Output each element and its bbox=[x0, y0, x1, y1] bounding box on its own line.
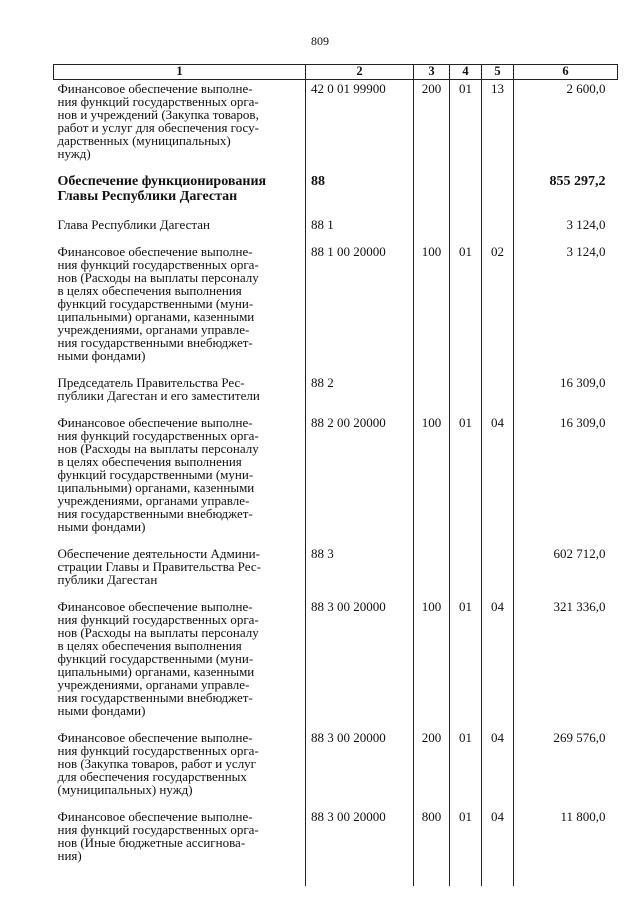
table-row bbox=[54, 729, 618, 808]
column-header-5: 5 bbox=[482, 65, 514, 80]
row-col3: 100 bbox=[414, 414, 450, 545]
row-col3: 100 bbox=[414, 598, 450, 729]
row-description: Финансовое обеспечение выполне- ния функций государственных орга- нов и учреждений (Закупка товаров, работ и услуг для обеспечения госу- дарственных (муниципальных) нужд) bbox=[57, 81, 259, 161]
row-col4: 01 bbox=[450, 243, 482, 374]
row-amount: 269 576,0 bbox=[514, 729, 618, 808]
row-description: Глава Республики Дагестан bbox=[57, 217, 210, 232]
row-col5 bbox=[482, 172, 514, 216]
row-amount: 2 600,0 bbox=[514, 80, 618, 173]
column-header-2: 2 bbox=[306, 65, 414, 80]
row-col5: 04 bbox=[482, 414, 514, 545]
row-col4 bbox=[450, 172, 482, 216]
row-code: 42 0 01 99900 bbox=[306, 80, 414, 173]
row-col5 bbox=[482, 545, 514, 598]
row-amount: 16 309,0 bbox=[514, 414, 618, 545]
row-col5: 04 bbox=[482, 729, 514, 808]
row-description: Председатель Правительства Рес- публики Дагестан и его заместители bbox=[57, 375, 260, 403]
row-col3: 800 bbox=[414, 808, 450, 886]
column-header-6: 6 bbox=[514, 65, 618, 80]
row-amount: 3 124,0 bbox=[514, 243, 618, 374]
row-code: 88 2 00 20000 bbox=[306, 414, 414, 545]
column-header-4: 4 bbox=[450, 65, 482, 80]
row-description: Финансовое обеспечение выполне- ния функций государственных орга- нов (Расходы на выплаты персоналу в целях обеспечения выполнения функций государственными (муни- ципальными) органами, казенными учреждениями, органами управле- ния государственными внебюджет- ными фондами) bbox=[57, 244, 259, 363]
budget-table bbox=[53, 64, 618, 886]
table-row bbox=[54, 243, 618, 374]
table-row bbox=[54, 172, 618, 216]
row-col4: 01 bbox=[450, 729, 482, 808]
row-description: Обеспечение функционирования Главы Республики Дагестан bbox=[57, 174, 267, 204]
page-number: 809 bbox=[311, 34, 329, 48]
table-row bbox=[54, 216, 618, 243]
row-col4: 01 bbox=[450, 808, 482, 886]
row-code: 88 3 00 20000 bbox=[306, 598, 414, 729]
row-col4 bbox=[450, 545, 482, 598]
row-code: 88 3 00 20000 bbox=[306, 729, 414, 808]
row-code: 88 3 bbox=[306, 545, 414, 598]
row-amount: 602 712,0 bbox=[514, 545, 618, 598]
row-col3: 100 bbox=[414, 243, 450, 374]
row-description: Обеспечение деятельности Админи- страции Главы и Правительства Рес- публики Дагестан bbox=[57, 546, 261, 587]
row-col4 bbox=[450, 374, 482, 414]
row-amount: 3 124,0 bbox=[514, 216, 618, 243]
row-col3 bbox=[414, 545, 450, 598]
row-col5: 04 bbox=[482, 598, 514, 729]
row-col5 bbox=[482, 374, 514, 414]
row-col5 bbox=[482, 216, 514, 243]
row-code: 88 bbox=[306, 172, 414, 216]
row-col3: 200 bbox=[414, 80, 450, 173]
table-row bbox=[54, 598, 618, 729]
table-header-row bbox=[54, 65, 618, 80]
row-amount: 11 800,0 bbox=[514, 808, 618, 886]
column-header-3: 3 bbox=[414, 65, 450, 80]
row-description: Финансовое обеспечение выполне- ния функций государственных орга- нов (Закупка товаров, работ и услуг для обеспечения государственных (муниципальных) нужд) bbox=[57, 730, 259, 797]
column-header-1: 1 bbox=[54, 65, 306, 80]
table-row bbox=[54, 808, 618, 886]
row-code: 88 1 00 20000 bbox=[306, 243, 414, 374]
row-code: 88 2 bbox=[306, 374, 414, 414]
row-description: Финансовое обеспечение выполне- ния функций государственных орга- нов (Расходы на выплаты персоналу в целях обеспечения выполнения функций государственными (муни- ципальными) органами, казенными учреждениями, органами управле- ния государственными внебюджет- ными фондами) bbox=[57, 415, 259, 534]
row-code: 88 1 bbox=[306, 216, 414, 243]
row-amount: 855 297,2 bbox=[514, 172, 618, 216]
row-col5: 04 bbox=[482, 808, 514, 886]
table-row bbox=[54, 374, 618, 414]
row-col4: 01 bbox=[450, 598, 482, 729]
row-code: 88 3 00 20000 bbox=[306, 808, 414, 886]
table-row bbox=[54, 80, 618, 173]
row-amount: 321 336,0 bbox=[514, 598, 618, 729]
table-row bbox=[54, 414, 618, 545]
row-col4: 01 bbox=[450, 80, 482, 173]
table-row bbox=[54, 545, 618, 598]
row-amount: 16 309,0 bbox=[514, 374, 618, 414]
row-col3 bbox=[414, 172, 450, 216]
row-description: Финансовое обеспечение выполне- ния функций государственных орга- нов (Иные бюджетные ассигнова- ния) bbox=[57, 809, 259, 863]
row-col3 bbox=[414, 374, 450, 414]
row-col5: 02 bbox=[482, 243, 514, 374]
row-col4: 01 bbox=[450, 414, 482, 545]
row-col3: 200 bbox=[414, 729, 450, 808]
row-col5: 13 bbox=[482, 80, 514, 173]
row-col4 bbox=[450, 216, 482, 243]
row-col3 bbox=[414, 216, 450, 243]
row-description: Финансовое обеспечение выполне- ния функций государственных орга- нов (Расходы на выплаты персоналу в целях обеспечения выполнения функций государственными (муни- ципальными) органами, казенными учреждениями, органами управле- ния государственными внебюджет- ными фондами) bbox=[57, 599, 259, 718]
